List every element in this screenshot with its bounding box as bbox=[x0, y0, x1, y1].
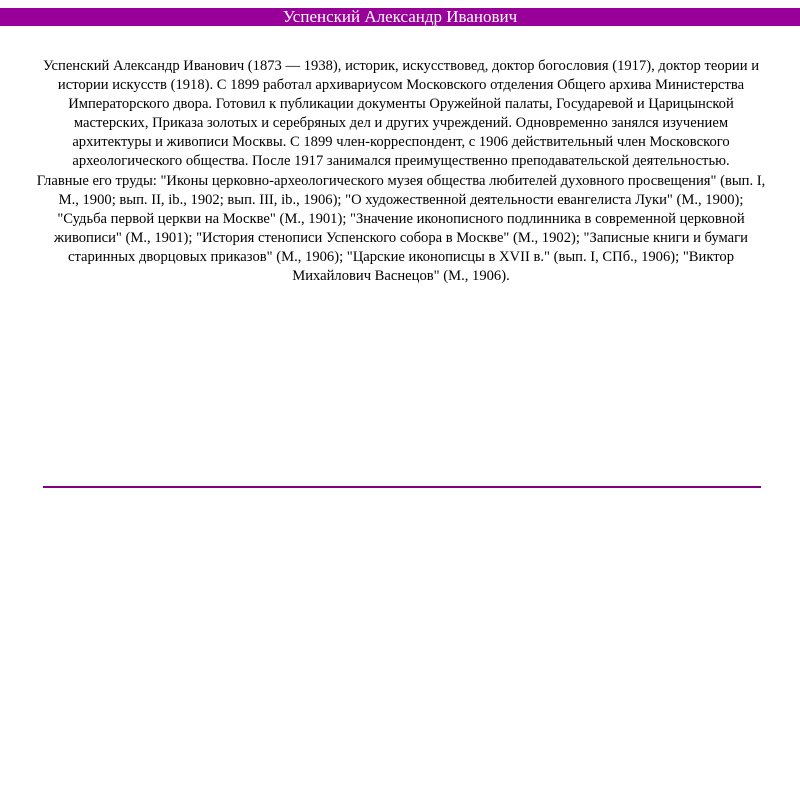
biography-paragraph: Успенский Александр Иванович (1873 — 1938), историк, искусствовед, доктор богословия (1917), доктор теории и истории искусств (1918). С 1899 работал архивариусом Московского отделения Общего архива Министерства Императорского двора. Готовил к публикации документы Оружейной палаты, Государевой и Царицынской мастерских, Приказа золотых и серебряных дел и других учреждений. Одновременно занялся изучением архитектуры и живописи Москвы. С 1899 член-корреспондент, с 1906 действительный член Московского археологического общества. После 1917 занимался преимущественно преподавательской деятельностью. bbox=[42, 58, 760, 170]
article-body bbox=[36, 57, 766, 286]
page-header bbox=[0, 8, 800, 26]
works-paragraph: Главные его труды: "Иконы церковно-археологического музея общества любителей духовного просвещения" (вып. I, М., 1900; вып. II, ib., 1902; вып. III, ib., 1906); "О художественной деятельности евангелиста Луки" (М., 1900); "Судьба первой церкви на Москве" (М., 1901); "Значение иконописного подлинника в современной церковной живописи" (М., 1901); "История стенописи Успенского собора в Москве" (М., 1902); "Записные книги и бумаги старинных дворцовых приказов" (М., 1906); "Царские иконописцы в XVII в." (вып. I, СПб., 1906); "Виктор Михайлович Васнецов" (М., 1906). bbox=[36, 172, 766, 285]
page-title: Успенский Александр Иванович bbox=[282, 7, 518, 26]
horizontal-divider bbox=[43, 486, 761, 488]
